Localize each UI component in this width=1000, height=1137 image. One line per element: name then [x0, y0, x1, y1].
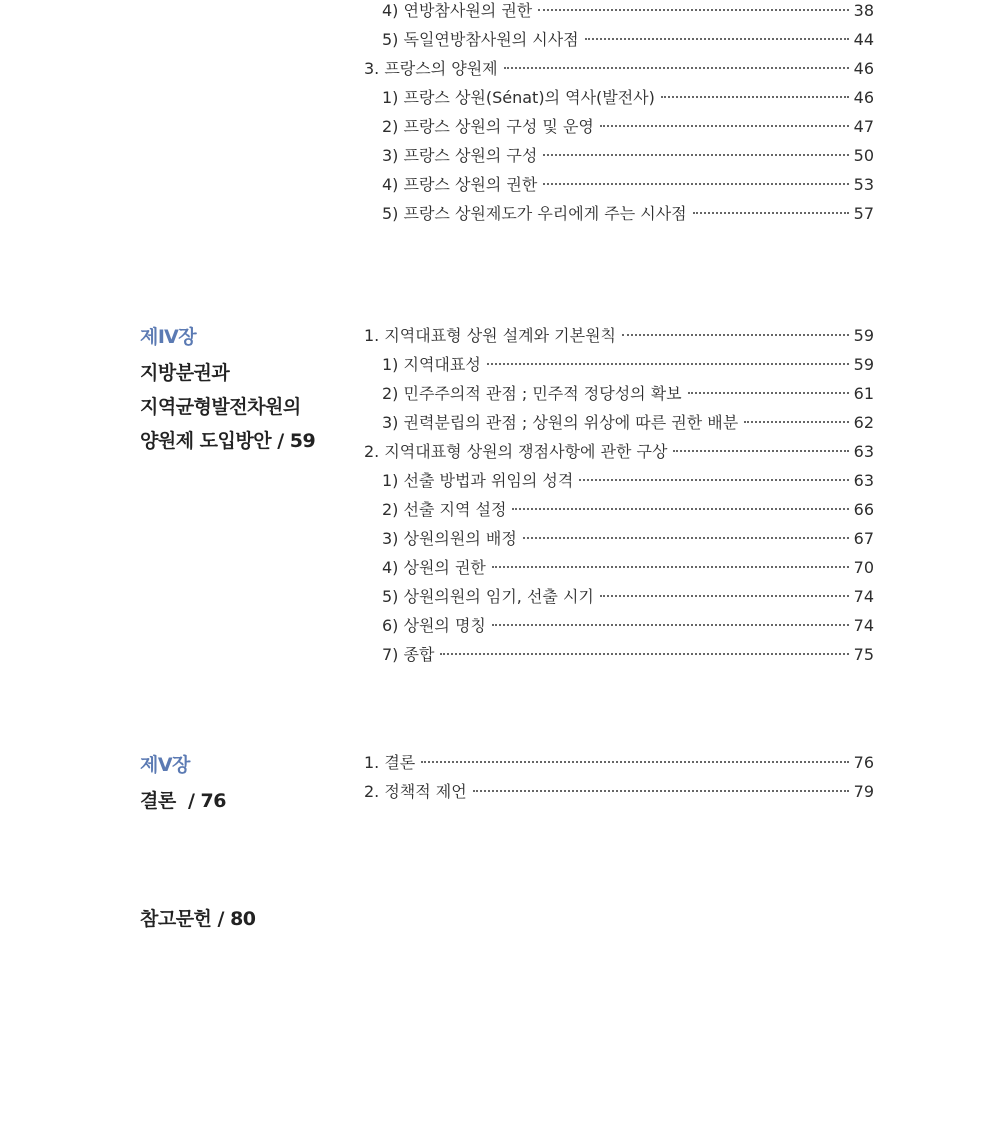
- toc-entry-page: 59: [853, 355, 874, 374]
- dot-leader: [492, 624, 849, 626]
- toc-entry-page: 74: [853, 616, 874, 635]
- toc-entry-text: 1) 선출 방법과 위임의 성격: [382, 471, 574, 490]
- toc-entry-text: 1) 프랑스 상원(Sénat)의 역사(발전사): [382, 88, 655, 107]
- toc-entry-page: 66: [853, 500, 874, 519]
- toc-entry-text: 3) 상원의원의 배정: [382, 529, 517, 548]
- toc-entry: [364, 777, 874, 806]
- toc-entry-text: 4) 프랑스 상원의 권한: [382, 175, 538, 194]
- toc-entry: [364, 495, 874, 524]
- toc-entry-text: 2. 지역대표형 상원의 쟁점사항에 관한 구상: [364, 442, 668, 461]
- toc-entry-text: 3) 권력분립의 관점 ; 상원의 위상에 따른 권한 배분: [382, 413, 739, 432]
- dot-leader: [421, 761, 849, 763]
- toc-entry: [364, 466, 874, 495]
- toc-entry-page: 44: [853, 30, 874, 49]
- dot-leader: [504, 67, 849, 69]
- dot-leader: [693, 212, 849, 214]
- toc-entry: [364, 437, 874, 466]
- toc-entry-page: 53: [853, 175, 874, 194]
- toc-entry: [364, 611, 874, 640]
- toc-entry-text: 4) 상원의 권한: [382, 558, 486, 577]
- dot-leader: [523, 537, 849, 539]
- toc-entry-page: 74: [853, 587, 874, 606]
- toc-entry: [364, 524, 874, 553]
- toc-entry: [364, 408, 874, 437]
- references-title: 참고문헌 / 80: [140, 908, 256, 930]
- dot-leader: [600, 595, 849, 597]
- chapter-4-title-line-2: 지역균형발전차원의: [140, 396, 301, 418]
- toc-entry-text: 4) 연방참사원의 권한: [382, 1, 533, 20]
- chapter-5-title: 결론 / 76: [140, 790, 226, 812]
- toc-entry-text: 1. 결론: [364, 753, 416, 772]
- toc-entry: [364, 321, 874, 350]
- toc-entry: [364, 748, 874, 777]
- toc-entry-page: 50: [853, 146, 874, 165]
- toc-entry-page: 63: [853, 442, 874, 461]
- toc-entry: [364, 170, 874, 199]
- toc-entries-chapter-5: [364, 748, 874, 806]
- toc-entry-page: 79: [853, 782, 874, 801]
- dot-leader: [622, 334, 849, 336]
- toc-entry-text: 2) 프랑스 상원의 구성 및 운영: [382, 117, 594, 136]
- toc-entry-text: 3. 프랑스의 양원제: [364, 59, 498, 78]
- toc-entry: [364, 83, 874, 112]
- dot-leader: [600, 125, 849, 127]
- dot-leader: [744, 421, 849, 423]
- toc-entry: [364, 553, 874, 582]
- toc-entry: [364, 141, 874, 170]
- toc-entry: [364, 582, 874, 611]
- toc-entry-text: 1. 지역대표형 상원 설계와 기본원칙: [364, 326, 616, 345]
- toc-entry: [364, 112, 874, 141]
- dot-leader: [473, 790, 849, 792]
- dot-leader: [512, 508, 849, 510]
- toc-entry-text: 7) 종합: [382, 645, 435, 664]
- dot-leader: [661, 96, 849, 98]
- toc-entry-page: 62: [853, 413, 874, 432]
- toc-entry-page: 75: [853, 645, 874, 664]
- toc-entry-page: 70: [853, 558, 874, 577]
- toc-entry-page: 67: [853, 529, 874, 548]
- chapter-4-title-line-3: 양원제 도입방안 / 59: [140, 430, 316, 452]
- toc-entry: [364, 54, 874, 83]
- dot-leader: [673, 450, 849, 452]
- toc-entry-page: 57: [853, 204, 874, 223]
- toc-entry-text: 5) 독일연방참사원의 시사점: [382, 30, 579, 49]
- toc-entry-text: 2) 선출 지역 설정: [382, 500, 507, 519]
- toc-entry-text: 5) 프랑스 상원제도가 우리에게 주는 시사점: [382, 204, 687, 223]
- toc-entry-text: 2) 민주주의적 관점 ; 민주적 정당성의 확보: [382, 384, 682, 403]
- chapter-5-heading: [140, 750, 226, 818]
- dot-leader: [543, 183, 849, 185]
- dot-leader: [585, 38, 849, 40]
- toc-entry: [364, 25, 874, 54]
- chapter-4-label: 제Ⅳ장: [140, 326, 197, 348]
- toc-entries-chapter-4: [364, 321, 874, 669]
- toc-entry-page: 61: [853, 384, 874, 403]
- toc-entry-page: 76: [853, 753, 874, 772]
- dot-leader: [543, 154, 849, 156]
- dot-leader: [440, 653, 849, 655]
- dot-leader: [688, 392, 849, 394]
- toc-entries-top: [364, 0, 874, 228]
- toc-entry-text: 2. 정책적 제언: [364, 782, 467, 801]
- dot-leader: [492, 566, 849, 568]
- toc-entry: [364, 379, 874, 408]
- toc-entry-text: 1) 지역대표성: [382, 355, 481, 374]
- toc-entry-page: 38: [853, 1, 874, 20]
- chapter-4-title-line-1: 지방분권과: [140, 362, 230, 384]
- dot-leader: [579, 479, 849, 481]
- toc-entry-page: 46: [853, 59, 874, 78]
- dot-leader: [487, 363, 849, 365]
- toc-entry: [364, 199, 874, 228]
- dot-leader: [538, 9, 849, 11]
- toc-entry-text: 6) 상원의 명칭: [382, 616, 486, 635]
- toc-entry: [364, 640, 874, 669]
- toc-entry-page: 63: [853, 471, 874, 490]
- toc-entry-page: 59: [853, 326, 874, 345]
- toc-entry-text: 3) 프랑스 상원의 구성: [382, 146, 538, 165]
- toc-entry: [364, 0, 874, 25]
- toc-entry-page: 47: [853, 117, 874, 136]
- toc-entry: [364, 350, 874, 379]
- chapter-5-label: 제Ⅴ장: [140, 754, 190, 776]
- chapter-4-heading: [140, 322, 315, 458]
- toc-entry-page: 46: [853, 88, 874, 107]
- toc-entry-text: 5) 상원의원의 임기, 선출 시기: [382, 587, 594, 606]
